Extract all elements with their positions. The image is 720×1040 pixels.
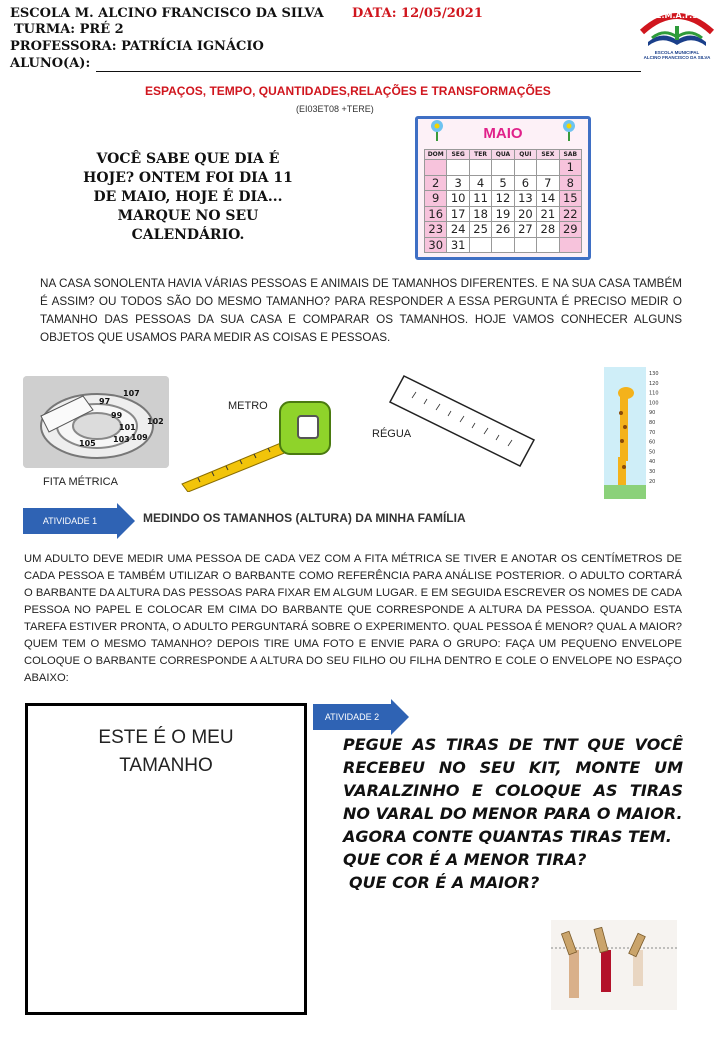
activity1-tag-label: ATIVIDADE 1 [23,508,117,534]
calendar-day-cell[interactable]: 26 [492,222,514,238]
calendar-day-header: TER [469,150,491,160]
tape-measure-icon [178,396,338,492]
giraffe-scale-label: 70 [649,429,656,436]
giraffe-scale-label: 60 [649,439,656,446]
calendar-day-cell[interactable]: 30 [425,237,447,253]
calendar-day-header: SAB [559,150,581,160]
tape-number: 97 [99,397,111,406]
calendar-day-cell[interactable]: 14 [537,191,559,207]
tape-number: 109 [131,433,148,442]
teacher-label: PROFESSORA: PATRÍCIA IGNÁCIO [10,39,264,54]
giraffe-scale-label: 20 [649,478,656,485]
section-title: ESPAÇOS, TEMPO, QUANTIDADES,RELAÇÕES E TRANSFORMAÇÕES [145,84,551,98]
calendar-day-cell[interactable]: 4 [469,175,491,191]
calendar-day-cell[interactable]: 16 [425,206,447,222]
calendar-day-cell[interactable]: 2 [425,175,447,191]
tape-number: 101 [119,423,136,432]
calendar-day-cell[interactable]: 20 [514,206,536,222]
date-question: VOCÊ SABE QUE DIA É HOJE? ONTEM FOI DIA 11 DE MAIO, HOJE É DIA... MARQUE NO SEU CALENDÁRIO. [83,151,293,243]
giraffe-scale-label: 110 [649,390,659,397]
giraffe-scale-label: 30 [649,469,656,475]
date-label: DATA: 12/05/2021 [352,6,483,21]
calendar-day-cell[interactable]: 15 [559,191,581,207]
activity2-tag-label: ATIVIDADE 2 [313,704,391,730]
giraffe-scale-label: 120 [649,380,659,387]
logo-lettering: E.M.A.F.S [656,11,698,20]
calendar-day-cell[interactable] [469,237,491,253]
clothesline-illustration [551,920,677,1010]
arrow-icon [391,699,409,735]
activity2-text1: PEGUE AS TIRAS DE TNT QUE VOCÊ RECEBEU NO SEU KIT, MONTE UM VARALZINHO E COLOQUE AS TIRAS NO VARAL DO MENOR PARA O MAIOR. [343,735,683,823]
box-caption [28,724,304,780]
calendar [415,116,591,260]
activity1-tag [23,508,135,534]
box-caption-line1: ESTE É O MEU [98,727,234,748]
calendar-day-cell[interactable] [492,237,514,253]
calendar-day-cell[interactable]: 12 [492,191,514,207]
giraffe-scale-label: 40 [649,459,656,466]
metro-label: METRO [228,400,268,412]
activity1-text: UM ADULTO DEVE MEDIR UMA PESSOA DE CADA VEZ COM A FITA MÉTRICA SE TIVER E ANOTAR OS CENTÍMETROS DE CADA PESSOA E TAMBÉM UTILIZAR O BARBANTE COMO REFERÊNCIA PARA ANÁLISE POSTERIOR. O ADULTO CORTARÁ O BARBANTE DA ALTURA DAS PESSOAS PARA FIXAR EM ALGUM LUGAR. E EM SEGUIDA ESCREVER OS NOMES DE CADA PESSOA NO PAPEL E COLOCAR EM CIMA DO BARBANTE QUE CORRESPONDE A ALTURA DA PESSOA. QUANDO ESTA TAREFA ESTIVER PRONTA, O ADULTO PERGUNTARÁ SOBRE O EXPERIMENTO. QUAL PESSOA É MENOR? QUAL A MAIOR? QUEM TEM O MESMO TAMANHO? DEPOIS TIRE UMA FOTO E ENVIE PARA O GRUPO: FAÇA UM PEQUENO ENVELOPE COLOQUE O BARBANTE CORRESPONDE A ALTURA DO SEU FILHO OU FILHA DENTRO E COLE O ENVELOPE NO ESPAÇO ABAIXO: [24,553,682,684]
bncc-code: (EI03ET08 +TERE) [296,104,374,114]
calendar-day-cell[interactable]: 22 [559,206,581,222]
tape-measure-label: FITA MÉTRICA [43,476,118,488]
calendar-day-cell[interactable]: 5 [492,175,514,191]
calendar-day-cell[interactable] [514,160,536,176]
calendar-day-cell[interactable]: 28 [537,222,559,238]
tape-number: 99 [111,411,123,420]
calendar-day-cell[interactable]: 18 [469,206,491,222]
activity2-text3: QUE COR É A MENOR TIRA? [343,850,587,869]
calendar-day-header: SEG [447,150,469,160]
activity2-instructions [343,733,683,894]
calendar-month: MAIO [483,125,523,142]
logo-caption-line2: ALCINO FRANCISCO DA SILVA [643,55,711,60]
giraffe-height-chart [604,367,662,499]
activity2-tag [313,704,409,730]
calendar-day-cell[interactable]: 27 [514,222,536,238]
giraffe-scale-label: 80 [649,420,656,426]
activity1-title: MEDINDO OS TAMANHOS (ALTURA) DA MINHA FAMÍLIA [143,511,466,525]
calendar-day-cell[interactable]: 9 [425,191,447,207]
calendar-day-cell[interactable]: 17 [447,206,469,222]
school-name: ESCOLA M. ALCINO FRANCISCO DA SILVA [10,6,324,21]
calendar-day-cell[interactable]: 21 [537,206,559,222]
giraffe-scale-label: 130 [649,371,659,377]
giraffe-scale-label: 90 [649,410,656,417]
calendar-day-cell[interactable] [559,237,581,253]
calendar-day-cell[interactable]: 3 [447,175,469,191]
tape-number: 107 [123,389,140,398]
calendar-day-cell[interactable]: 13 [514,191,536,207]
tape-number: 103 [113,435,130,444]
calendar-day-cell[interactable]: 31 [447,237,469,253]
tape-measure-photo [23,376,169,468]
calendar-day-cell[interactable] [425,160,447,176]
calendar-day-cell[interactable]: 25 [469,222,491,238]
student-label: ALUNO(A): [10,56,91,71]
calendar-day-cell[interactable] [469,160,491,176]
activity2-text4: QUE COR É A MAIOR? [349,873,540,892]
calendar-day-header: QUI [514,150,536,160]
calendar-day-cell[interactable]: 6 [514,175,536,191]
calendar-day-cell[interactable]: 11 [469,191,491,207]
calendar-day-cell[interactable] [537,160,559,176]
calendar-day-cell[interactable] [537,237,559,253]
envelope-box[interactable] [25,703,307,1015]
ruler-icon [388,372,536,468]
giraffe-scale-label: 50 [649,449,656,456]
calendar-day-cell[interactable]: 29 [559,222,581,238]
calendar-day-cell[interactable] [492,160,514,176]
calendar-day-header: DOM [425,150,447,160]
calendar-day-cell[interactable]: 19 [492,206,514,222]
calendar-day-header: SEX [537,150,559,160]
box-caption-line2: TAMANHO [119,755,213,776]
calendar-day-cell[interactable]: 10 [447,191,469,207]
ruler-label: RÉGUA [372,428,412,440]
activity2-text2: AGORA CONTE QUANTAS TIRAS TEM. [343,827,672,846]
calendar-day-cell[interactable] [447,160,469,176]
giraffe-scale-label: 100 [649,400,659,407]
intro-paragraph: NA CASA SONOLENTA HAVIA VÁRIAS PESSOAS E ANIMAIS DE TAMANHOS DIFERENTES. E NA SUA CASA TAMBÉM É ASSIM? OU TODOS SÃO DO MESMO TAMANHO? PARA RESPONDER A ESSA PERGUNTA É PRECISO MEDIR O TAMANHO DAS PESSOAS DA SUA CASA E COMPARAR OS TAMANHOS. HOJE VAMOS CONHECER ALGUNS OBJETOS QUE USAMOS PARA MEDIR AS COISAS E PESSOAS. [40,277,682,344]
student-name-line[interactable] [96,71,641,72]
class-label: TURMA: PRÉ 2 [14,22,124,37]
calendar-day-cell[interactable]: 23 [425,222,447,238]
calendar-day-cell[interactable]: 24 [447,222,469,238]
calendar-day-cell[interactable]: 8 [559,175,581,191]
calendar-day-cell[interactable] [514,237,536,253]
arrow-icon [117,503,135,539]
logo-caption-line1: ESCOLA MUNICIPAL [654,50,700,55]
tape-number: 102 [147,417,164,426]
calendar-day-cell[interactable]: 1 [559,160,581,176]
logo-caption [636,50,718,60]
calendar-day-cell[interactable]: 7 [537,175,559,191]
calendar-day-header: QUA [492,150,514,160]
tape-number: 105 [79,439,96,448]
calendar-grid [424,149,582,253]
